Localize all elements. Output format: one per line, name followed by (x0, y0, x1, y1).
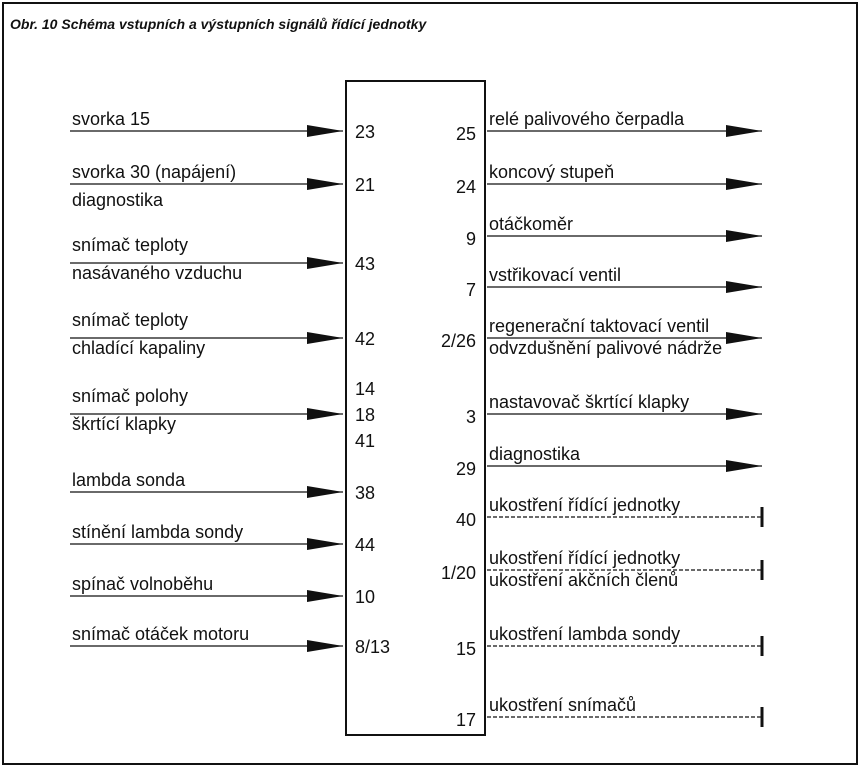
input-signal (70, 162, 375, 210)
pin-number: 15 (455, 639, 476, 659)
pin-number: 7 (465, 280, 476, 300)
input-label: snímač teploty (72, 235, 189, 255)
output-signal (441, 316, 762, 358)
input-signal (70, 522, 375, 555)
pin-number: 9 (465, 229, 476, 249)
figure-title: Obr. 10 Schéma vstupních a výstupních signálů řídící jednotky (10, 16, 427, 32)
output-label: regenerační taktovací ventil (489, 316, 710, 336)
output-signals (441, 109, 762, 730)
output-signal (456, 495, 762, 530)
input-signal (70, 379, 375, 451)
input-signal (70, 470, 375, 503)
pin-number: 1/20 (440, 563, 476, 583)
input-signal (70, 624, 390, 657)
output-signal (456, 162, 762, 197)
input-label: stínění lambda sondy (72, 522, 244, 542)
input-signal (70, 574, 375, 607)
output-label: ukostření akčních členů (489, 570, 679, 590)
output-label: diagnostika (489, 444, 581, 464)
pin-number: 2/26 (440, 331, 476, 351)
input-label: snímač otáček motoru (72, 624, 250, 644)
input-label: snímač teploty (72, 310, 189, 330)
input-label: diagnostika (72, 190, 164, 210)
input-signal (70, 235, 375, 283)
output-label: odvzdušnění palivové nádrže (489, 338, 723, 358)
pin-number: 43 (355, 254, 376, 274)
pin-number: 17 (455, 710, 476, 730)
output-label: vstřikovací ventil (489, 265, 622, 285)
pin-number: 18 (355, 405, 376, 425)
output-label: koncový stupeň (489, 162, 615, 182)
input-label: snímač polohy (72, 386, 189, 406)
pin-number: 24 (455, 177, 476, 197)
input-label: chladící kapaliny (72, 338, 206, 358)
pin-number: 40 (455, 510, 476, 530)
output-label: ukostření řídící jednotky (489, 548, 681, 568)
output-signal (466, 214, 762, 249)
pin-number: 10 (355, 587, 376, 607)
input-label: svorka 30 (napájení) (72, 162, 237, 182)
input-signal (70, 310, 375, 358)
input-label: nasávaného vzduchu (72, 263, 243, 283)
output-signal (441, 548, 762, 590)
pin-number: 23 (355, 122, 376, 142)
output-signal (466, 265, 762, 300)
input-signal (70, 109, 375, 142)
output-signal (456, 624, 762, 659)
output-label: otáčkoměr (489, 214, 574, 234)
pin-number: 29 (455, 459, 476, 479)
pin-number: 8/13 (355, 637, 391, 657)
input-label: spínač volnoběhu (72, 574, 214, 594)
pin-number: 14 (355, 379, 376, 399)
output-signal (456, 444, 762, 479)
pin-number: 3 (465, 407, 476, 427)
output-label: ukostření snímačů (489, 695, 637, 715)
input-signals (70, 109, 390, 657)
input-label: svorka 15 (72, 109, 151, 129)
pin-number: 21 (355, 175, 376, 195)
input-label: škrtící klapky (72, 414, 177, 434)
pin-number: 42 (355, 329, 376, 349)
output-label: nastavovač škrtící klapky (489, 392, 690, 412)
output-label: ukostření lambda sondy (489, 624, 681, 644)
output-signal (456, 109, 762, 144)
output-label: ukostření řídící jednotky (489, 495, 681, 515)
output-signal (466, 392, 762, 427)
output-signal (456, 695, 762, 730)
pin-number: 44 (355, 535, 376, 555)
pin-number: 41 (355, 431, 376, 451)
pin-number: 38 (355, 483, 376, 503)
pin-number: 25 (455, 124, 476, 144)
input-label: lambda sonda (72, 470, 186, 490)
output-label: relé palivového čerpadla (489, 109, 685, 129)
